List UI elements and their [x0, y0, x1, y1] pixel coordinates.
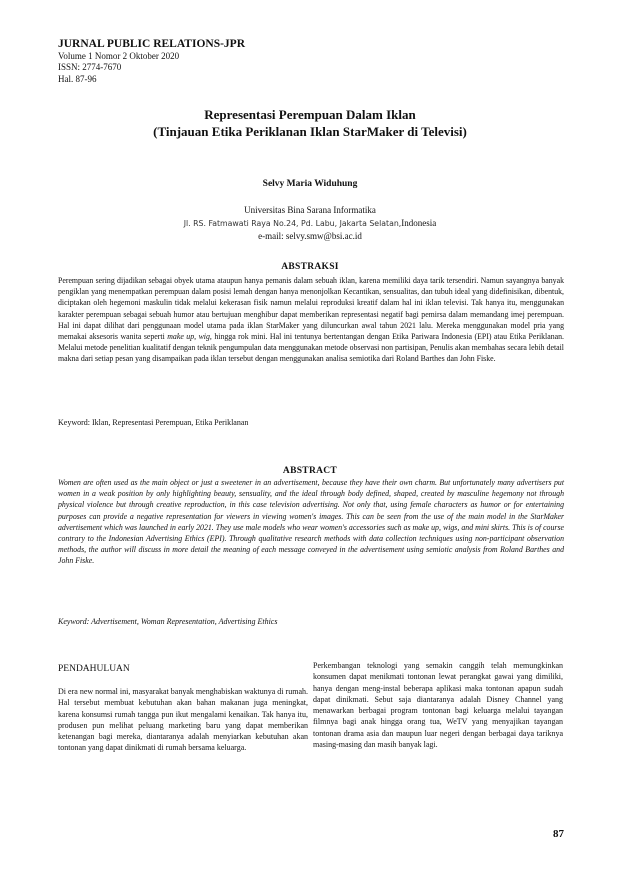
paper-title [0, 106, 620, 140]
journal-pages: Hal. 87-96 [58, 73, 97, 84]
abstrak-text: Perempuan sering dijadikan sebagai obyek utama ataupun hanya pemanis dalam sebuah iklan, karena memiliki daya tarik tersendiri. Namun sayangnya banyak pengiklan yang menempatkan perempuan dalam posisi lemah dengan hanya menonjolkan Kecantikan, sensualitas, dan tubuh ideal yang didefinisikan, dibentuk, diciptakan oleh hegemoni maskulin tidak melalui kekerasan fisik namun melalui reproduksi kreatif dalam hal ini iklan televisi. Tak hanya itu, menggunakan karakter perempuan sebagai sebuah humor atau bertujuan menghibur dapat memberikan representasi negatif bagi pemirsa dalam memandang imej perempuan. Hal ini dapat dilihat dari penggunaan model utama pada iklan StarMaker yang diluncurkan awal tahun 2021 lalu. Mereka menggunakan model pria yang memakai aksesoris wanita seperti make up, wig, hingga rok mini. Hal ini tentunya bertentangan dengan Etika Pariwara Indonesia (EPI) atau Etika Periklanan. Melalui metode penelitian kualitatif dengan teknik pengumpulan data menggunakan metode observasi non partisipan, Penulis akan membahas secara lebih detail makna dari setiap pesan yang disampaikan pada iklan tersebut dengan menggunakan analisa semiotika dari Roland Barthes dan John Fiske. [58, 276, 565, 364]
page-number: 87 [553, 828, 564, 840]
pendahuluan-heading: PENDAHULUAN [58, 664, 130, 674]
journal-volume: Volume 1 Nomor 2 Oktober 2020 [58, 50, 180, 61]
author-name: Selvy Maria Widuhung [262, 179, 358, 189]
author-address: Jl. RS. Fatmawati Raya No.24, Pd. Labu, Jakarta Selatan, [183, 219, 402, 228]
journal-header [58, 39, 245, 85]
author-email: e-mail: selvy.smw@bsi.ac.id [258, 231, 362, 241]
abstrak-keywords: Keyword: Iklan, Representasi Perempuan, Etika Periklanan [58, 418, 249, 427]
paper-title-line1: Representasi Perempuan Dalam Iklan [204, 107, 416, 122]
abstract-heading: ABSTRACT [282, 466, 338, 476]
author-affiliation-block [0, 204, 620, 243]
paper-title-line2: (Tinjauan Etika Periklanan Iklan StarMaker di Televisi) [153, 124, 467, 139]
abstrak-heading: ABSTRAKSI [281, 262, 339, 272]
abstract-keywords: Keyword: Advertisement, Woman Representation, Advertising Ethics [58, 617, 278, 626]
pendahuluan-left-column: Di era new normal ini, masyarakat banyak menghabiskan waktunya di rumah. Hal tersebut membuat kebutuhan akan bahan makanan juga meningkat, karena konsumsi rumah tangga pun ikut mengalami kenaikan. Tak hanya itu, produsen pun melihat peluang marketing baru yang dapat memberikan ketenangan bagi mereka, diantaranya adalah menyiarkan kebutuhan akan tontonan yang dapat dinikmati di rumah bersama keluarga. [58, 687, 308, 753]
journal-issn: ISSN: 2774-7670 [58, 62, 122, 72]
author-affiliation: Universitas Bina Sarana Informatika [244, 205, 376, 215]
author-country: Indonesia [401, 218, 437, 228]
pendahuluan-right-column: Perkembangan teknologi yang semakin canggih telah memungkinkan konsumen dapat menikmati tontonan lewat perangkat gawai yang dimiliki, hanya dengan meng-instal beberapa aplikasi maka tontonan apapun sudah dapat dinikmati. Sebut saja diantaranya adalah Disney Channel yang menawarkan berbagai program tontonan bagi keluarga melalui tayangan filmnya bagi anak hingga orang tua, WeTV yang menyajikan tayangan tontonan drama asia dan maupun luar negeri dengan berbagai daya tariknya masing-masing dan masih banyak lagi. [313, 661, 563, 750]
journal-name: JURNAL PUBLIC RELATIONS-JPR [58, 38, 246, 50]
abstract-text: Women are often used as the main object or just a sweetener in an advertisement, because they have their own charm. But unfortunately many advertisers put women in a weak position by only highlighting beauty, sensuality, and the ideal through body defined, shaped, created by masculine hegemony not through physical violence but through creative reproduction, in this case television advertising. Not only that, using female characters as humor or for entertaining purposes can provide a negative representation for viewers in viewing women's images. This can be seen from the use of the main model in the StarMaker advertisement which was launched in early 2021. They use male models who wear women's accessories such as make up, wigs, and mini skirts. This is of course contrary to the Indonesian Advertising Ethics (EPI). Through qualitative research methods with data collection techniques using non-participant observation methods, the author will discuss in more detail the meaning of each message conveyed in the advertisement using semiotic analysis from Roland Barthes and John Fiske. [58, 478, 564, 566]
